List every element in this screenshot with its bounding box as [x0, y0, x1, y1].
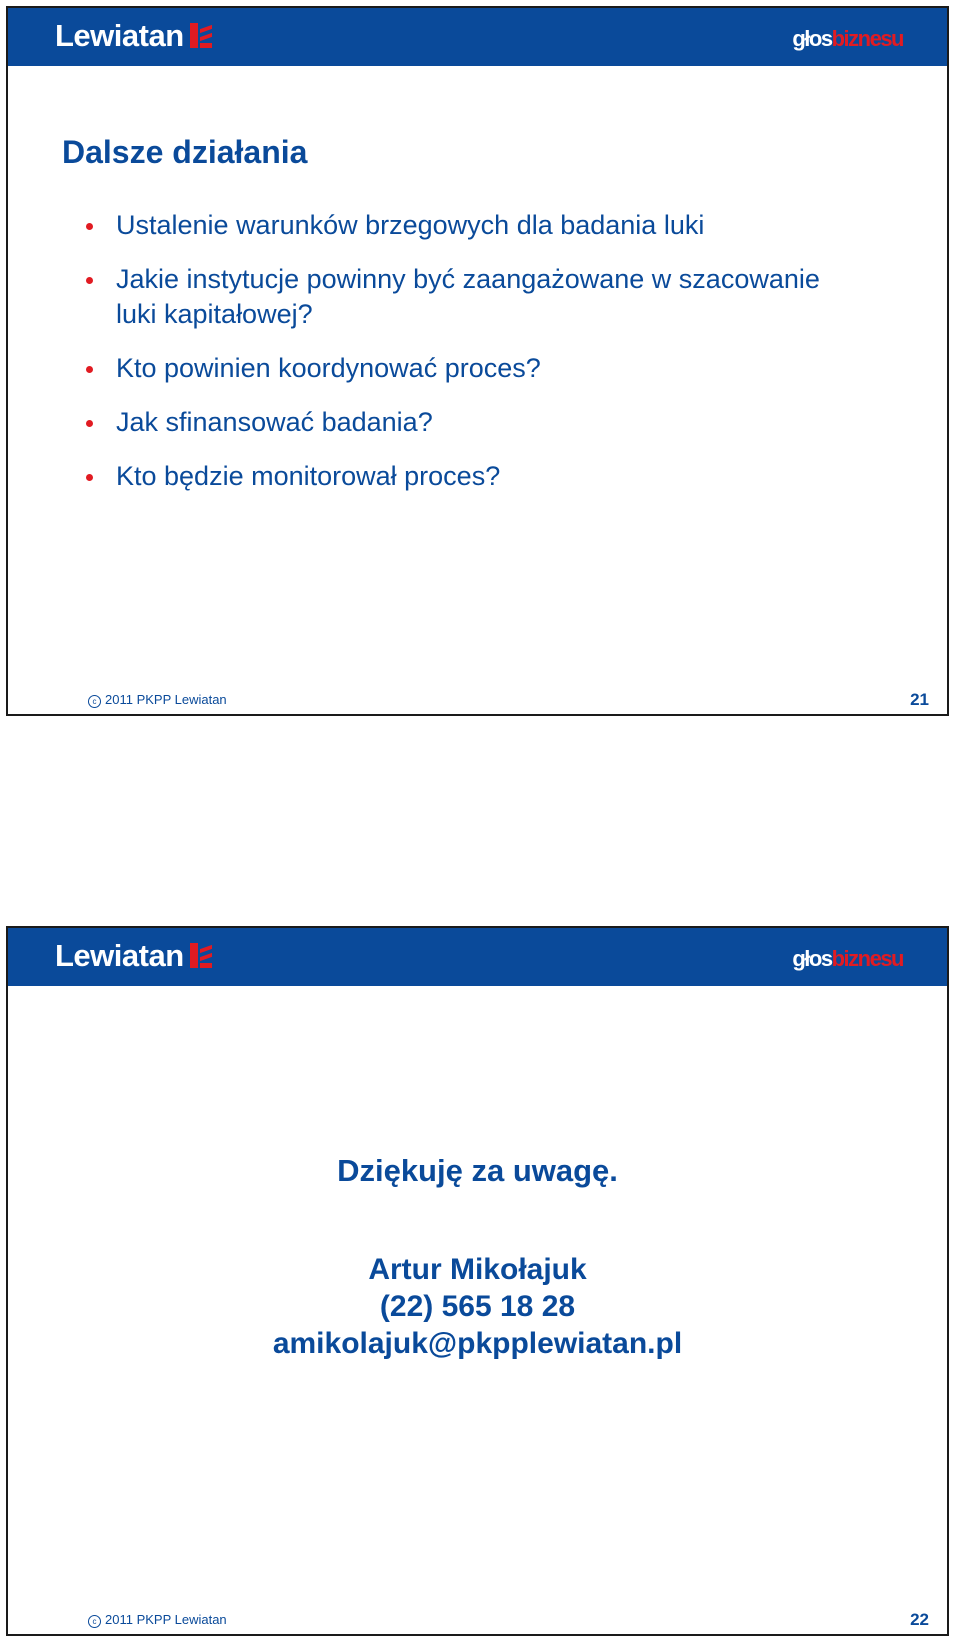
contact-block — [8, 1251, 947, 1362]
copyright-footer — [88, 692, 227, 708]
bullet-item — [86, 459, 846, 494]
bullet-item — [86, 405, 846, 440]
slide-21 — [6, 6, 949, 716]
page-number: 22 — [910, 1610, 929, 1629]
bullet-dot-icon — [86, 420, 93, 427]
glos-biznesu-logo-part2: biznesu — [831, 946, 903, 971]
bullet-dot-icon — [86, 474, 93, 481]
slide-header — [8, 928, 947, 986]
copyright-text: 2011 PKPP Lewiatan — [105, 692, 227, 707]
glos-biznesu-logo-part1: głos — [792, 26, 832, 51]
bullet-item — [86, 208, 846, 243]
lewiatan-mark-icon — [190, 23, 212, 48]
bullet-item — [86, 351, 846, 386]
lewiatan-logo-text: Lewiatan — [55, 18, 184, 53]
contact-name: Artur Mikołajuk — [368, 1253, 587, 1286]
slide-title: Dalsze działania — [62, 134, 308, 170]
page-number: 21 — [910, 690, 929, 709]
lewiatan-logo — [55, 940, 212, 971]
bullet-text: Kto powinien koordynować proces? — [116, 353, 541, 383]
bullet-text: Jak sfinansować badania? — [116, 407, 433, 437]
lewiatan-logo — [55, 20, 212, 51]
glos-biznesu-logo-part1: głos — [792, 946, 832, 971]
bullet-list — [86, 208, 846, 513]
slide-header — [8, 8, 947, 66]
bullet-dot-icon — [86, 277, 93, 284]
bullet-text: Ustalenie warunków brzegowych dla badania luki — [116, 210, 705, 240]
lewiatan-mark-icon — [190, 943, 212, 968]
bullet-dot-icon — [86, 223, 93, 230]
contact-phone: (22) 565 18 28 — [379, 1290, 576, 1323]
glos-biznesu-logo — [792, 948, 903, 970]
copyright-icon: c — [88, 1615, 101, 1628]
thanks-heading: Dziękuję za uwagę. — [337, 1153, 618, 1188]
copyright-footer — [88, 1612, 227, 1628]
copyright-icon: c — [88, 695, 101, 708]
bullet-item — [86, 262, 846, 332]
bullet-text: Kto będzie monitorował proces? — [116, 461, 501, 491]
copyright-text: 2011 PKPP Lewiatan — [105, 1612, 227, 1627]
slide-22 — [6, 926, 949, 1636]
glos-biznesu-logo-part2: biznesu — [831, 26, 903, 51]
bullet-dot-icon — [86, 366, 93, 373]
lewiatan-logo-text: Lewiatan — [55, 938, 184, 973]
contact-email: amikolajuk@pkpplewiatan.pl — [272, 1327, 683, 1360]
glos-biznesu-logo — [792, 28, 903, 50]
bullet-text: Jakie instytucje powinny być zaangażowane w szacowanie luki kapitałowej? — [116, 264, 820, 329]
